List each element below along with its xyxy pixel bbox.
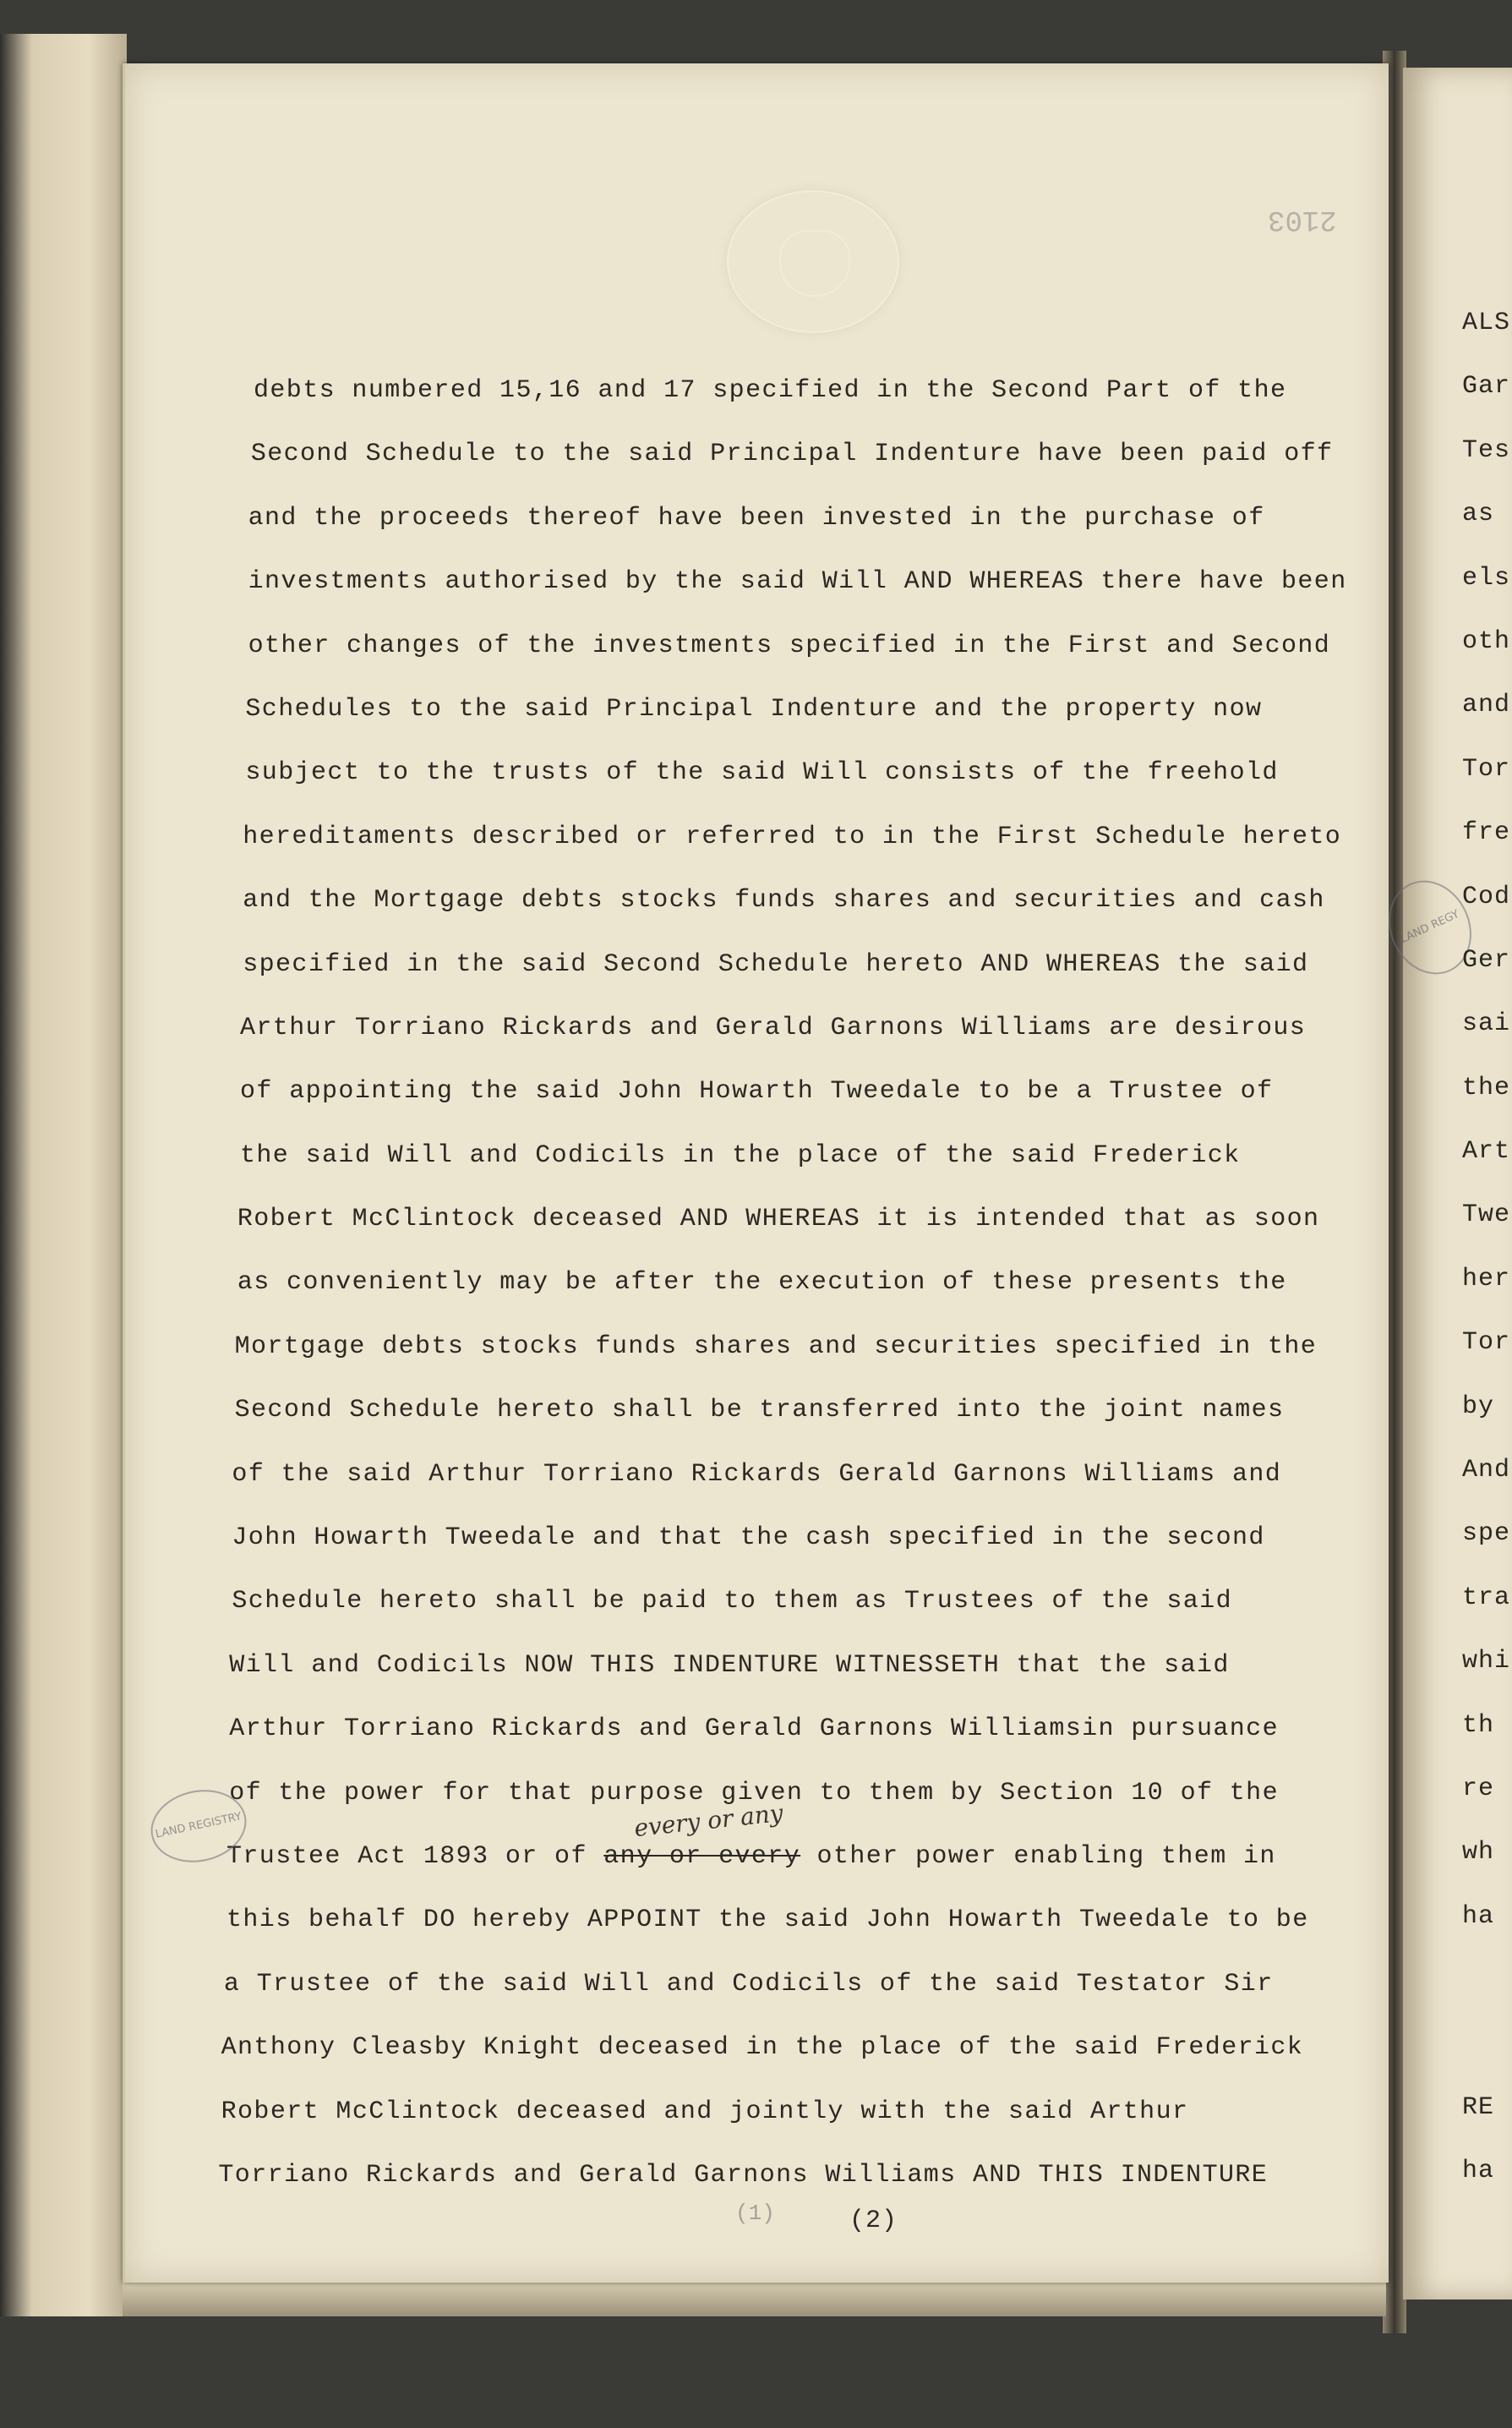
- handwritten-insertion: every or any: [632, 1798, 784, 1843]
- facing-page-fragment: her: [1462, 1264, 1511, 1293]
- stamp-text-right: LAND REGY: [1398, 907, 1461, 947]
- facing-page-fragment: ALS: [1462, 309, 1511, 337]
- text-line: Schedules to the said Principal Indenture and the property now: [245, 694, 1263, 724]
- faint-page-number: (1): [735, 2201, 775, 2226]
- facing-page-fragment: Ger: [1462, 945, 1511, 975]
- page-number: (2): [849, 2207, 898, 2235]
- facing-page-fragment: and: [1462, 691, 1511, 720]
- facing-page-text: [1462, 292, 1510, 2204]
- facing-page-fragment: RE: [1462, 2092, 1495, 2122]
- text-line: other changes of the investments specified in the First and Second: [248, 631, 1331, 660]
- facing-page-fragment: spe: [1462, 1519, 1511, 1549]
- text-line: Mortgage debts stocks funds shares and securities specified in the: [234, 1332, 1318, 1361]
- text-line: Second Schedule to the said Principal Indenture have been paid off: [250, 440, 1334, 469]
- facing-page-fragment: Cod: [1462, 882, 1511, 911]
- facing-page-fragment: sai: [1462, 1009, 1511, 1039]
- facing-page-fragment: oth: [1462, 626, 1511, 656]
- facing-page-fragment: Art: [1462, 1137, 1511, 1167]
- indenture-text: [218, 359, 1395, 2207]
- text-line: subject to the trusts of the said Will consists of the freehold: [245, 758, 1279, 788]
- facing-page-fragment: And: [1462, 1456, 1511, 1485]
- embossed-seal-icon: [727, 190, 899, 333]
- text-line: Torriano Rickards and Gerald Garnons Williams AND THIS INDENTURE: [218, 2160, 1269, 2190]
- text-line: Arthur Torriano Rickards and Gerald Garnons Williams are desirous: [240, 1013, 1307, 1042]
- facing-page-fragment: Twe: [1462, 1200, 1511, 1230]
- facing-page-fragment: Tor: [1462, 1328, 1511, 1358]
- text-line: Arthur Torriano Rickards and Gerald Garnons Williamsin pursuance: [229, 1714, 1279, 1744]
- facing-page-fragment: th: [1462, 1710, 1495, 1740]
- text-line: hereditaments described or referred to in the First Schedule hereto: [243, 822, 1342, 851]
- text-line: Schedule hereto shall be paid to them as Trustees of the said: [232, 1587, 1232, 1616]
- text-line: Second Schedule hereto shall be transferred into the joint names: [234, 1396, 1285, 1425]
- text-line: this behalf DO hereby APPOINT the said John Howarth Tweedale to be: [227, 1906, 1309, 1935]
- facing-page-fragment: wh: [1462, 1838, 1495, 1867]
- facing-page-fragment: ha: [1462, 1901, 1495, 1931]
- text-line: of the power for that purpose given to them by Section 10 of the: [229, 1778, 1279, 1807]
- facing-page-fragment: re: [1462, 1774, 1495, 1803]
- amended-suffix: other power enabling them in: [800, 1841, 1276, 1871]
- stamp-text: LAND REGISTRY: [154, 1810, 243, 1841]
- text-line: of appointing the said John Howarth Tweedale to be a Trustee of: [240, 1077, 1274, 1107]
- amended-prefix: Trustee Act 1893 or of: [227, 1841, 604, 1871]
- facing-page-fragment: els: [1462, 563, 1511, 593]
- text-line: Anthony Cleasby Knight deceased in the place of the said Frederick: [221, 2033, 1304, 2063]
- text-line: debts numbered 15,16 and 17 specified in the Second Part of the: [254, 376, 1287, 405]
- page-bottom-edge: [123, 2283, 1386, 2316]
- text-line: Will and Codicils NOW THIS INDENTURE WITNESSETH that the said: [229, 1650, 1230, 1680]
- facing-page-fragment: [1462, 2013, 1510, 2076]
- crest-icon: [779, 230, 850, 297]
- facing-page-fragment: tra: [1462, 1583, 1511, 1612]
- facing-page-fragment: [1462, 1949, 1510, 2012]
- text-line: John Howarth Tweedale and that the cash specified in the second: [232, 1523, 1265, 1553]
- facing-page-fragment: Tes: [1462, 435, 1511, 465]
- book-binding: [0, 34, 127, 2316]
- facing-page-fragment: the: [1462, 1073, 1511, 1102]
- text-line-amended: [227, 1825, 1395, 1889]
- text-line: and the proceeds thereof have been invested in the purchase of: [248, 503, 1265, 533]
- facing-page-fragment: Gar: [1462, 372, 1511, 402]
- bleed-through-marks: 2103: [1268, 203, 1337, 235]
- text-line: the said Will and Codicils in the place of the said Frederick: [240, 1140, 1241, 1170]
- facing-page-fragment: fre: [1462, 818, 1511, 848]
- text-line: of the said Arthur Torriano Rickards Gerald Garnons Williams and: [232, 1459, 1282, 1489]
- facing-page-fragment: whi: [1462, 1647, 1511, 1676]
- facing-page-fragment: as: [1462, 500, 1495, 529]
- facing-page-fragment: by: [1462, 1392, 1495, 1421]
- text-line: Robert McClintock deceased and jointly with the said Arthur: [221, 2097, 1189, 2126]
- text-line: Robert McClintock deceased AND WHEREAS it is intended that as soon: [237, 1205, 1320, 1234]
- text-line: investments authorised by the said Will AND WHEREAS there have been: [248, 567, 1347, 597]
- struck-out-text: any or every: [603, 1841, 801, 1871]
- text-line: as conveniently may be after the execution of these presents the: [237, 1268, 1287, 1298]
- facing-page-fragment: ha: [1462, 2157, 1495, 2186]
- text-line: a Trustee of the said Will and Codicils of the said Testator Sir: [223, 1969, 1274, 1999]
- text-line: specified in the said Second Schedule hereto AND WHEREAS the said: [243, 949, 1309, 979]
- facing-page-fragment: Tor: [1462, 754, 1511, 784]
- text-line: and the Mortgage debts stocks funds shares and securities and cash: [243, 886, 1325, 916]
